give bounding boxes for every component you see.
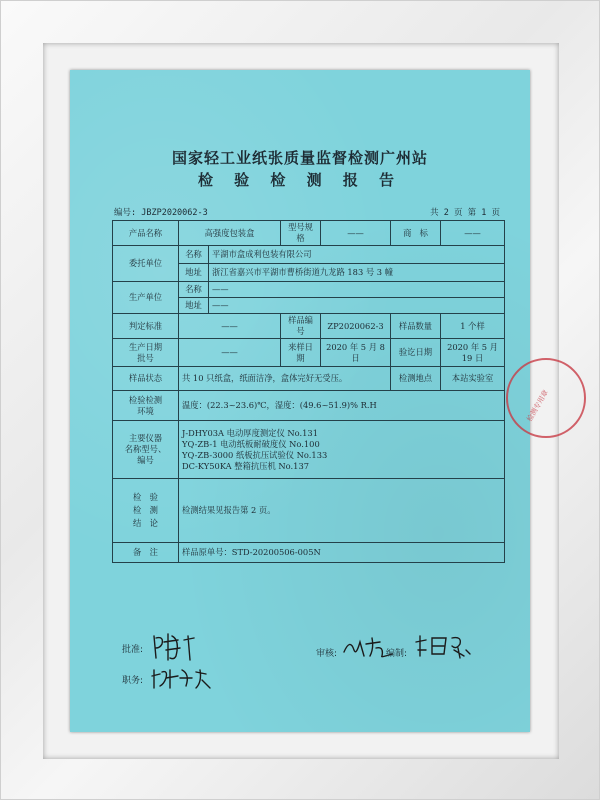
product-name-label: 产品名称: [113, 221, 179, 246]
report-type-title: 检 验 检 测 报 告: [197, 171, 403, 189]
conclusion-label-line: 检 测: [133, 505, 158, 515]
producer-address-label: 地址: [179, 298, 209, 314]
duty-label: 职务:: [122, 676, 144, 686]
instrument-item: J-DHY03A 电动厚度测定仪 No.131: [182, 427, 318, 438]
client-address-value: 浙江省嘉兴市平湖市曹桥街道九龙路 183 号 3 幢: [209, 264, 505, 282]
instruments-label: [113, 421, 179, 479]
conclusion-value: 检测结果见报告第 2 页。: [179, 479, 505, 543]
production-date-label: [113, 339, 179, 367]
model-value: ——: [321, 221, 391, 246]
environment-label-line: 检验检测: [128, 394, 163, 405]
producer-address-value: ——: [209, 298, 505, 314]
conclusion-label: [113, 479, 179, 543]
remark-value: 样品原单号：STD-20200506-005N: [179, 543, 505, 563]
sample-quantity-label: 样品数量: [391, 314, 441, 339]
sample-quantity-value: 1 个样: [441, 314, 505, 339]
product-name-value: 高强度包装盒: [179, 221, 281, 246]
table-row: [113, 367, 505, 391]
report-document: [70, 70, 550, 732]
reviewer-label: 审核:: [316, 649, 338, 659]
arrival-date-value: 2020 年 5 月 8 日: [321, 339, 391, 367]
trademark-value: ——: [441, 221, 505, 246]
standard-label: 判定标准: [113, 314, 179, 339]
production-date-value: ——: [179, 339, 281, 367]
table-row: [113, 339, 505, 367]
report-table: [112, 220, 505, 563]
instruments-value: [179, 421, 505, 479]
page-count: 共 2 页 第 1 页: [430, 208, 500, 218]
report-issuer-title: 国家轻工业纸张质量监督检测广州站: [171, 149, 428, 167]
duty-signature: [150, 664, 214, 692]
test-location-label: 检测地点: [391, 367, 441, 391]
table-row: [113, 282, 505, 298]
client-name-value: 平湖市盒成利包装有限公司: [209, 246, 505, 264]
environment-label-line: 环境: [137, 405, 154, 416]
completion-date-label: 验讫日期: [391, 339, 441, 367]
standard-value: ——: [179, 314, 281, 339]
instrument-item: DC-KY50KA 整箱抗压机 No.137: [182, 460, 310, 471]
test-location-value: 本站实验室: [441, 367, 505, 391]
producer-name-label: 名称: [179, 282, 209, 298]
batch-number-label-line: 批号: [137, 352, 154, 363]
instruments-label-line: 名称型号、: [124, 444, 167, 454]
instruments-label-line: 编号: [137, 455, 154, 465]
arrival-date-label: 来样日期: [281, 339, 321, 367]
sample-state-label: 样品状态: [113, 367, 179, 391]
official-stamp: [506, 358, 586, 438]
conclusion-label-line: 检 验: [133, 492, 158, 502]
instruments-label-line: 主要仪器: [128, 433, 163, 443]
environment-value: 温度：(22.3~23.6)℃，湿度：(49.6~51.9)% R.H: [179, 391, 505, 421]
producer-label: 生产单位: [113, 282, 179, 314]
table-row: [113, 543, 505, 563]
table-row: [113, 314, 505, 339]
report-number: 编号: JBZP2020062-3: [114, 208, 208, 218]
sample-state-value: 共 10 只纸盒，纸面洁净，盒体完好无受压。: [179, 367, 391, 391]
production-date-label-line: 生产日期: [128, 341, 163, 352]
sample-number-value: ZP2020062-3: [321, 314, 391, 339]
instrument-item: YQ-ZB-3000 纸板抗压试验仪 No.133: [182, 449, 328, 460]
trademark-label: 商 标: [391, 221, 441, 246]
completion-date-value: 2020 年 5 月 19 日: [441, 339, 505, 367]
approver-signature: [150, 630, 200, 662]
table-row: [113, 246, 505, 264]
model-label: 型号规格: [281, 221, 321, 246]
client-address-label: 地址: [179, 264, 209, 282]
table-row: [113, 479, 505, 543]
client-label: 委托单位: [113, 246, 179, 282]
sample-number-label: 样品编号: [281, 314, 321, 339]
environment-label: [113, 391, 179, 421]
table-row: [113, 421, 505, 479]
table-row: [113, 391, 505, 421]
client-name-label: 名称: [179, 246, 209, 264]
compiler-signature: [414, 632, 474, 660]
instrument-item: YQ-ZB-1 电动纸板耐破度仪 No.100: [182, 438, 320, 449]
conclusion-label-line: 结 论: [133, 518, 158, 528]
remark-label: 备 注: [113, 543, 179, 563]
table-row: [113, 221, 505, 246]
compiler-label: 编制:: [386, 649, 408, 659]
stamp-text: 检测专用章: [525, 388, 550, 423]
producer-name-value: ——: [209, 282, 505, 298]
approver-label: 批准:: [122, 645, 144, 655]
